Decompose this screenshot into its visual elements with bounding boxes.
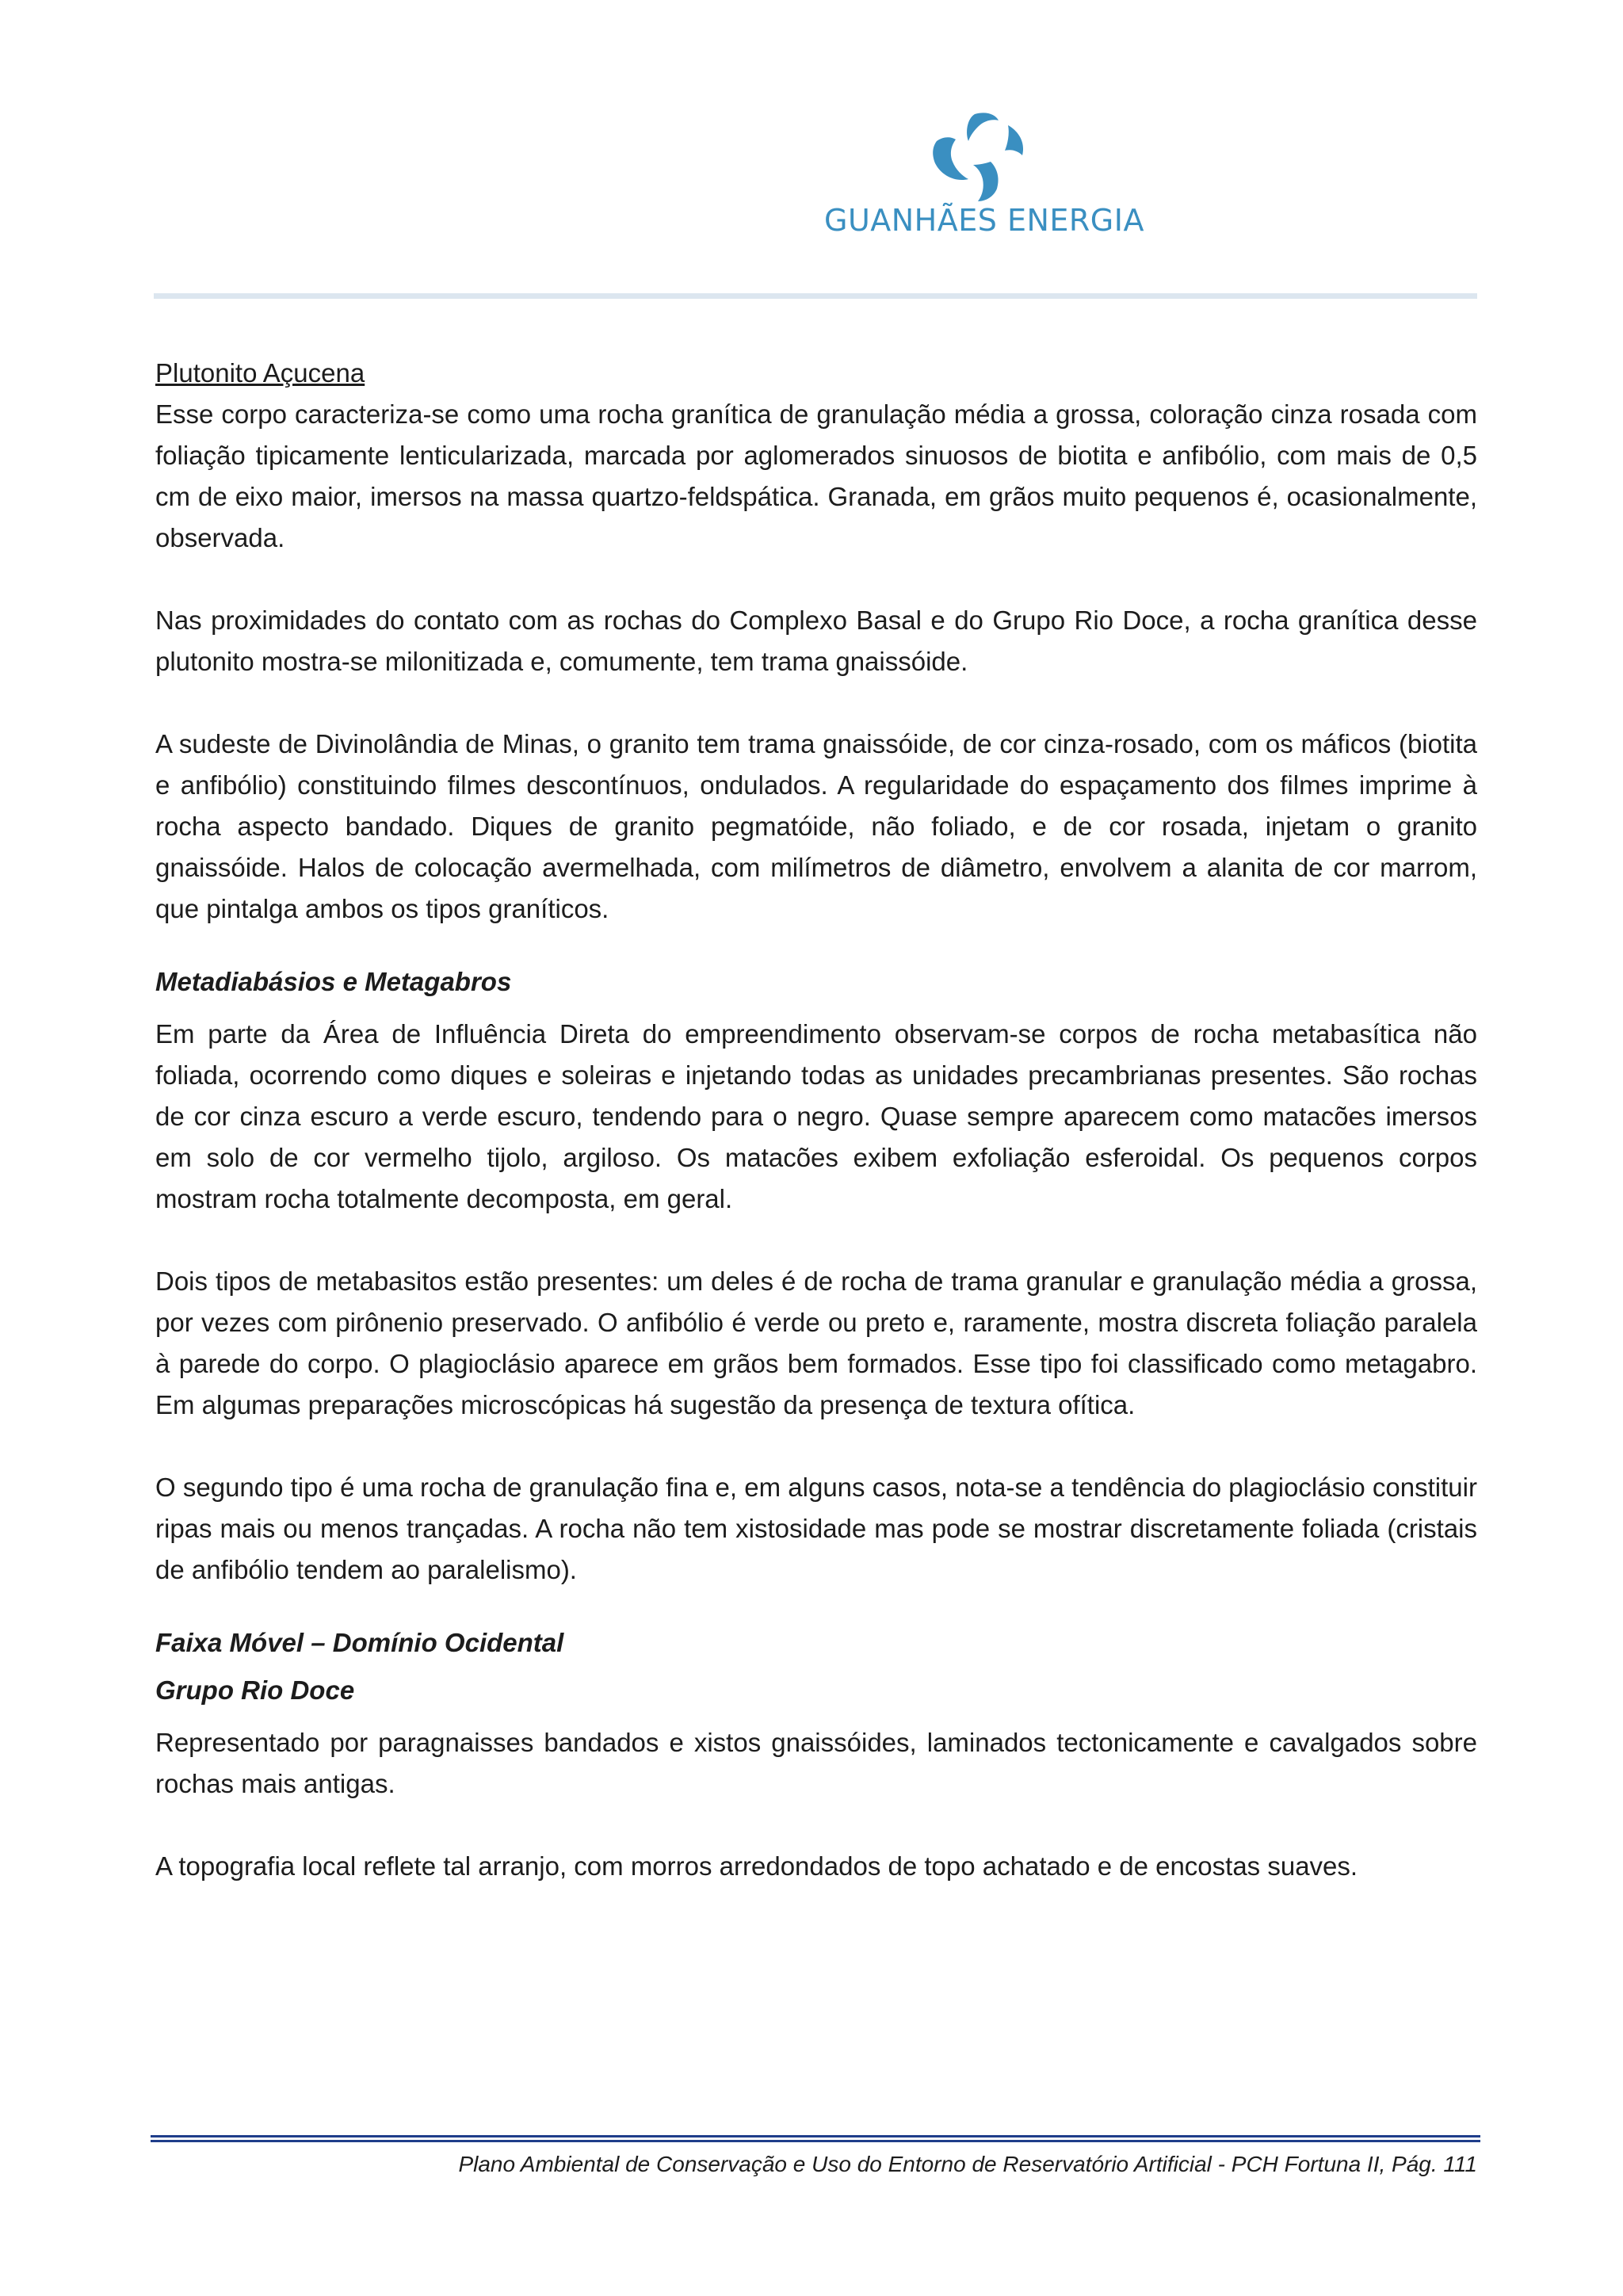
section-heading: Faixa Móvel – Domínio Ocidental bbox=[155, 1628, 564, 1657]
section-heading: Grupo Rio Doce bbox=[155, 1675, 355, 1705]
swirl-logo-icon bbox=[929, 109, 1029, 203]
paragraph: Em parte da Área de Influência Direta do empreendimento observam-se corpos de rocha metabasítica não foliada, ocorrendo como diques e soleiras e injetando todas as unidades precambrianas presentes. São rochas de cor cinza escuro a verde escuro, tendendo para o negro. Quase sempre aparecem como matacões imersos em solo de cor vermelho tijolo, argiloso. Os matacões exibem exfoliação esferoidal. Os pequenos corpos mostram rocha totalmente decomposta, em geral. bbox=[155, 1019, 1477, 1213]
paragraph: Nas proximidades do contato com as rochas do Complexo Basal e do Grupo Rio Doce, a rocha granítica desse plutonito mostra-se milonitizada e, comumente, tem trama gnaissóide. bbox=[155, 606, 1477, 676]
footer-divider bbox=[151, 2135, 1480, 2137]
paragraph: A sudeste de Divinolândia de Minas, o granito tem trama gnaissóide, de cor cinza-rosado, com os máficos (biotita e anfibólio) constituindo filmes descontínuos, ondulados. A regularidade do espaçamento dos filmes imprime à rocha aspecto bandado. Diques de granito pegmatóide, não foliado, e de cor rosada, injetam o granito gnaissóide. Halos de colocação avermelhada, com milímetros de diâmetro, envolvem a alanita de cor marrom, que pintalga ambos os tipos graníticos. bbox=[155, 729, 1477, 923]
paragraph: A topografia local reflete tal arranjo, com morros arredondados de topo achatado e de encostas suaves. bbox=[155, 1851, 1358, 1881]
paragraph: Dois tipos de metabasitos estão presentes: um deles é de rocha de trama granular e granulação média a grossa, por vezes com pirônenio preservado. O anfibólio é verde ou preto e, raramente, mostra discreta foliação paralela à parede do corpo. O plagioclásio aparece em grãos bem formados. Esse tipo foi classificado como metagabro. Em algumas preparações microscópicas há sugestão da presença de textura ofítica. bbox=[155, 1266, 1477, 1419]
paragraph: O segundo tipo é uma rocha de granulação fina e, em alguns casos, nota-se a tendência do plagioclásio constituir ripas mais ou menos trançadas. A rocha não tem xistosidade mas pode se mostrar discretamente foliada (cristais de anfibólio tendem ao paralelismo). bbox=[155, 1473, 1477, 1584]
paragraph: Esse corpo caracteriza-se como uma rocha granítica de granulação média a grossa, coloração cinza rosada com foliação tipicamente lenticularizada, marcada por aglomerados sinuosos de biotita e anfibólio, com mais de 0,5 cm de eixo maior, imersos na massa quartzo-feldspática. Granada, em grãos muito pequenos é, ocasionalmente, observada. bbox=[155, 399, 1477, 552]
paragraph: Representado por paragnaisses bandados e xistos gnaissóides, laminados tectonicamente e cavalgados sobre rochas mais antigas. bbox=[155, 1728, 1477, 1798]
document-body bbox=[155, 353, 1477, 1887]
header-divider bbox=[154, 293, 1477, 299]
footer-divider bbox=[151, 2140, 1480, 2142]
logo-wordmark: GUANHÃES ENERGIA bbox=[824, 203, 1144, 238]
section-heading: Metadiabásios e Metagabros bbox=[155, 967, 512, 996]
subsection-title: Plutonito Açucena bbox=[155, 358, 365, 388]
company-logo bbox=[824, 109, 1144, 244]
page-footer: Plano Ambiental de Conservação e Uso do Entorno de Reservatório Artificial - PCH Fortuna II, Pág. 111 bbox=[458, 2152, 1477, 2176]
